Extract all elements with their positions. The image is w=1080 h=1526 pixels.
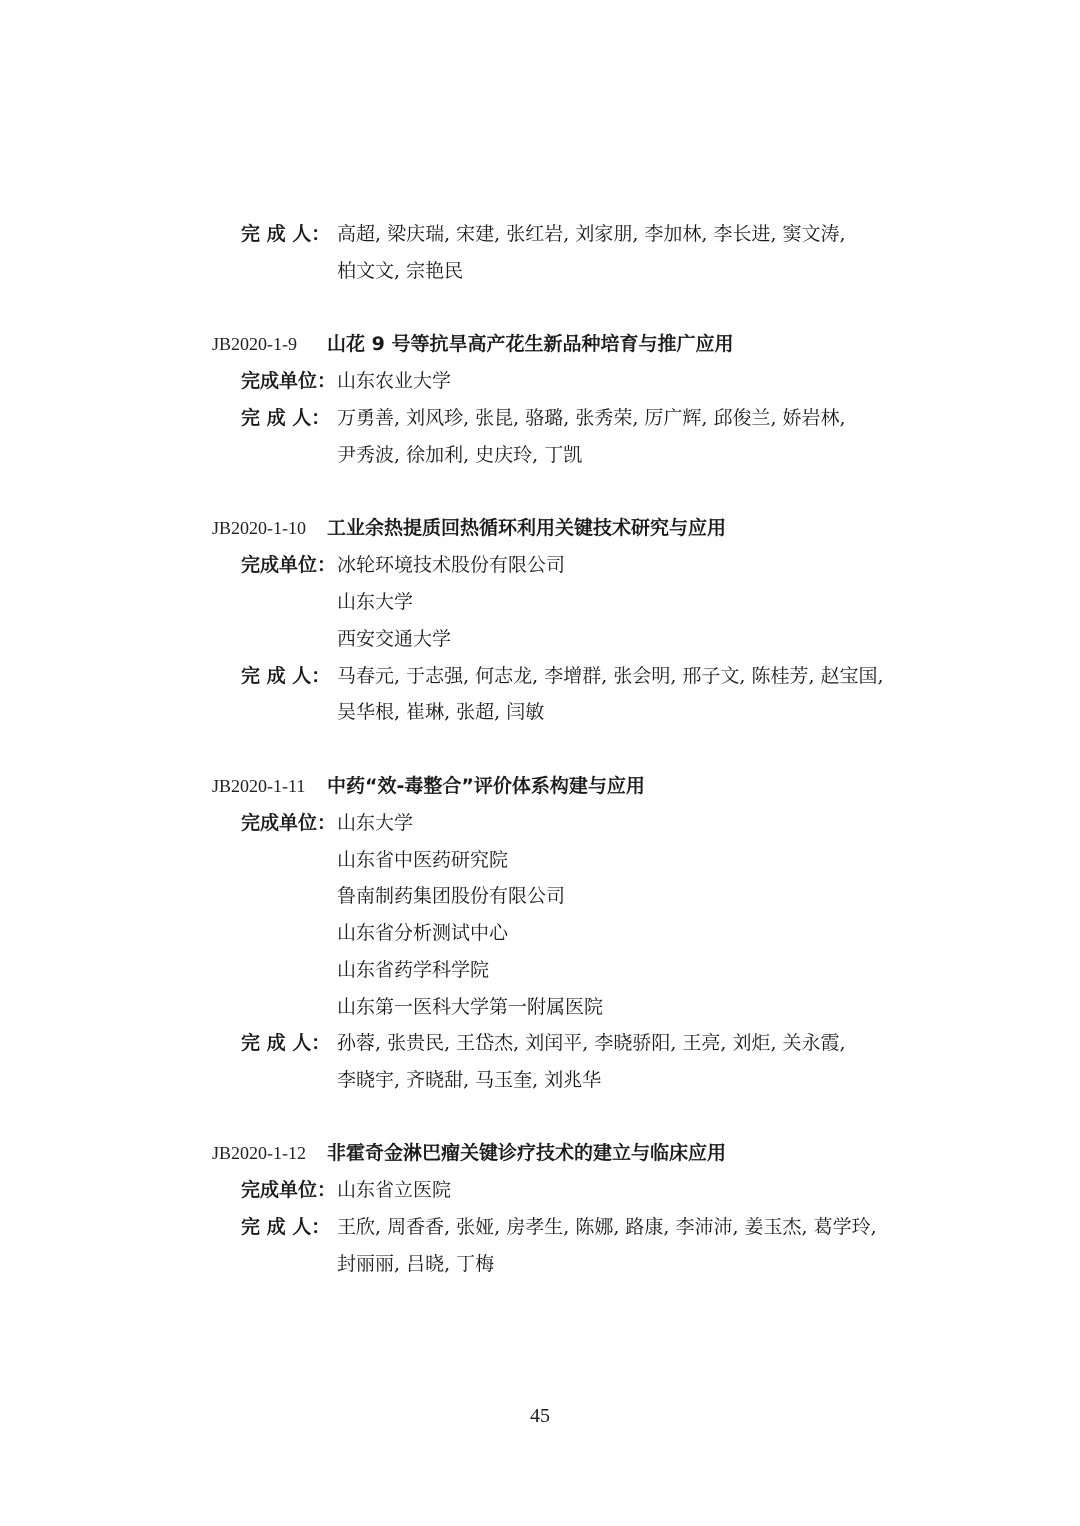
persons-line: 封丽丽, 吕晓, 丁梅	[337, 1253, 495, 1275]
persons-line: 马春元, 于志强, 何志龙, 李增群, 张会明, 邢子文, 陈桂芳, 赵宝国,	[337, 665, 884, 687]
persons-line: 高超, 梁庆瑞, 宋建, 张红岩, 刘家朋, 李加林, 李长进, 窦文涛,	[337, 223, 846, 245]
persons-line: 尹秀波, 徐加利, 史庆玲, 丁凯	[337, 444, 583, 466]
persons-label: 完 成 人：	[241, 223, 331, 245]
unit-item: 山东第一医科大学第一附属医院	[337, 996, 604, 1018]
units-label: 完成单位：	[241, 554, 337, 576]
unit-item: 山东大学	[337, 812, 414, 834]
persons-line: 孙蓉, 张贵民, 王岱杰, 刘闰平, 李晓骄阳, 王亮, 刘炬, 关永霞,	[337, 1032, 846, 1054]
page-number: 45	[530, 1405, 550, 1427]
unit-item: 山东省立医院	[337, 1179, 452, 1201]
unit-item: 鲁南制药集团股份有限公司	[337, 885, 566, 907]
unit-item: 山东省中医药研究院	[337, 849, 509, 871]
entry-title: 非霍奇金淋巴瘤关键诊疗技术的建立与临床应用	[327, 1142, 727, 1164]
persons-line: 王欣, 周香香, 张娅, 房孝生, 陈娜, 路康, 李沛沛, 姜玉杰, 葛学玲,	[337, 1216, 877, 1238]
persons-label: 完 成 人：	[241, 665, 331, 687]
unit-item: 山东农业大学	[337, 370, 452, 392]
persons-label: 完 成 人：	[241, 1032, 331, 1054]
entry-code: JB2020-1-10	[212, 518, 306, 538]
units-label: 完成单位：	[241, 370, 337, 392]
persons-line: 吴华根, 崔琳, 张超, 闫敏	[337, 701, 545, 723]
unit-item: 山东大学	[337, 591, 414, 613]
unit-item: 山东省分析测试中心	[337, 922, 509, 944]
entry-code: JB2020-1-12	[212, 1143, 306, 1163]
units-label: 完成单位：	[241, 1179, 337, 1201]
entry-code: JB2020-1-9	[212, 334, 297, 354]
entry-title: 山花 9 号等抗旱高产花生新品种培育与推广应用	[327, 333, 734, 355]
unit-item: 冰轮环境技术股份有限公司	[337, 554, 566, 576]
persons-label: 完 成 人：	[241, 1216, 331, 1238]
unit-item: 山东省药学科学院	[337, 959, 490, 981]
entry-title: 中药“效-毒整合”评价体系构建与应用	[327, 775, 645, 797]
units-label: 完成单位：	[241, 812, 337, 834]
persons-line: 李晓宇, 齐晓甜, 马玉奎, 刘兆华	[337, 1069, 602, 1091]
entry-code: JB2020-1-11	[212, 776, 306, 796]
persons-line: 万勇善, 刘风珍, 张昆, 骆璐, 张秀荣, 厉广辉, 邱俊兰, 娇岩林,	[337, 407, 846, 429]
persons-line: 柏文文, 宗艳民	[337, 260, 464, 282]
unit-item: 西安交通大学	[337, 628, 452, 650]
entry-title: 工业余热提质回热循环利用关键技术研究与应用	[327, 517, 727, 539]
persons-label: 完 成 人：	[241, 407, 331, 429]
